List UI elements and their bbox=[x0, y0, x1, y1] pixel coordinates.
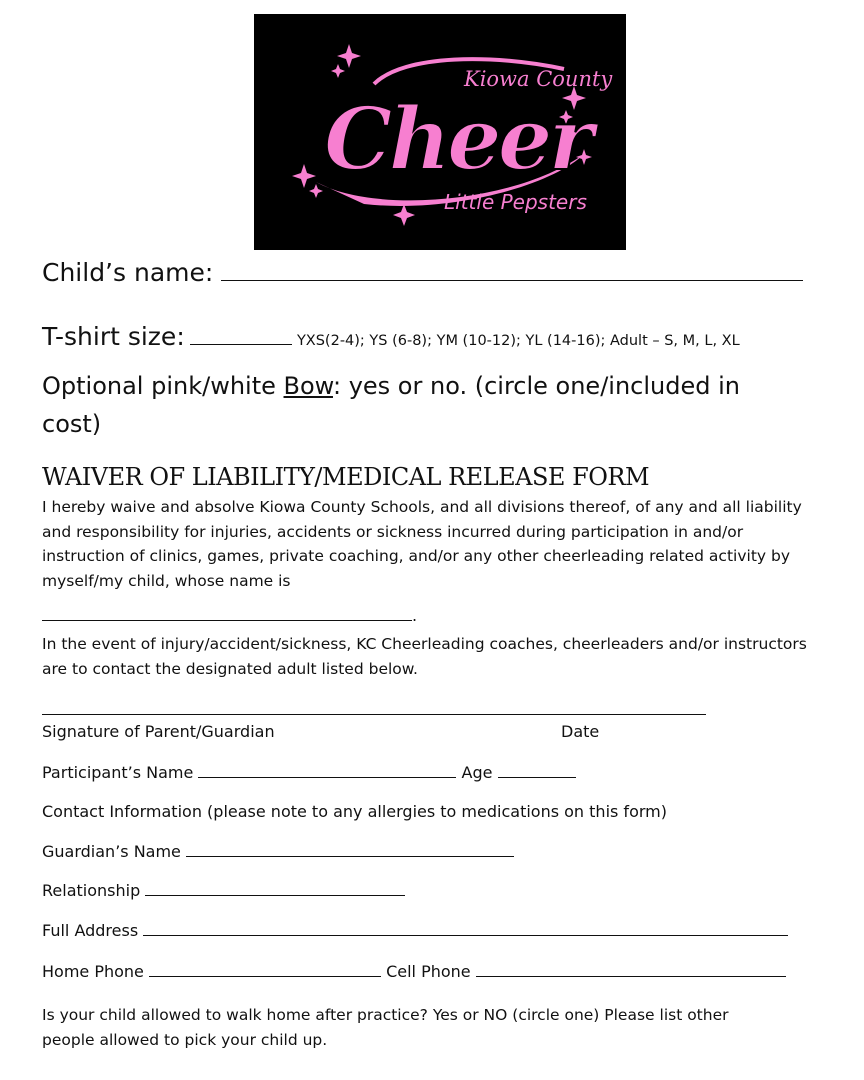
bow-word: Bow bbox=[283, 372, 333, 400]
tshirt-row bbox=[42, 322, 740, 351]
cheer-logo bbox=[254, 14, 626, 250]
logo-main-text: Cheer bbox=[324, 89, 590, 190]
address-field[interactable] bbox=[143, 935, 788, 936]
bow-row bbox=[42, 372, 740, 400]
signature-field[interactable] bbox=[42, 714, 706, 715]
age-field[interactable] bbox=[498, 777, 576, 778]
logo-top-text: Kiowa County bbox=[464, 67, 613, 91]
tshirt-label: T-shirt size: bbox=[42, 322, 185, 351]
logo-bottom-text: Little Pepsters bbox=[444, 190, 587, 214]
relationship-label: Relationship bbox=[42, 881, 141, 900]
walk-home-question: Is your child allowed to walk home after practice? Yes or NO (circle one) Please list other people allowed to pick your child up. bbox=[42, 1006, 729, 1049]
address-label: Full Address bbox=[42, 921, 139, 940]
guardian-label: Guardian’s Name bbox=[42, 842, 181, 861]
waiver-name-row bbox=[42, 606, 417, 625]
contact-paragraph: In the event of injury/accident/sickness, KC Cheerleading coaches, cheerleaders and/or instructors are to contact the designated adult listed below. bbox=[42, 635, 807, 678]
guardian-name-field[interactable] bbox=[186, 856, 514, 857]
phone-row bbox=[42, 962, 786, 981]
waiver-name-period: . bbox=[412, 606, 418, 625]
guardian-row bbox=[42, 842, 514, 861]
childs-name-label: Child’s name: bbox=[42, 258, 214, 287]
cell-phone-field[interactable] bbox=[476, 976, 786, 977]
participant-row bbox=[42, 763, 576, 782]
childs-name-field[interactable] bbox=[221, 280, 803, 281]
participant-label: Participant’s Name bbox=[42, 763, 194, 782]
home-phone-label: Home Phone bbox=[42, 962, 144, 981]
age-label: Age bbox=[461, 763, 493, 782]
waiver-heading: WAIVER OF LIABILITY/MEDICAL RELEASE FORM bbox=[42, 463, 650, 491]
participant-name-field[interactable] bbox=[198, 777, 456, 778]
bow-line2: cost) bbox=[42, 410, 102, 438]
signature-label: Signature of Parent/Guardian bbox=[42, 722, 275, 741]
date-label: Date bbox=[561, 722, 600, 741]
cell-phone-label: Cell Phone bbox=[386, 962, 471, 981]
waiver-name-field[interactable] bbox=[42, 620, 412, 621]
bow-prefix: Optional pink/white bbox=[42, 372, 284, 400]
cheer-logo-graphic bbox=[254, 14, 626, 250]
home-phone-field[interactable] bbox=[149, 976, 381, 977]
contact-info-label: Contact Information (please note to any allergies to medications on this form) bbox=[42, 802, 667, 821]
tshirt-size-field[interactable] bbox=[190, 344, 292, 345]
bow-suffix: : yes or no. (circle one/included in bbox=[332, 372, 740, 400]
childs-name-row bbox=[42, 258, 803, 287]
relationship-field[interactable] bbox=[145, 895, 405, 896]
tshirt-size-options: YXS(2-4); YS (6-8); YM (10-12); YL (14-16); Adult – S, M, L, XL bbox=[296, 333, 740, 349]
relationship-row bbox=[42, 881, 405, 900]
waiver-paragraph: I hereby waive and absolve Kiowa County Schools, and all divisions thereof, of any and all liability and responsibility for injuries, accidents or sickness incurred during participation in and/or instruction of clinics, games, private coaching, and/or any other cheerleading related activity by myself/my child, whose name is bbox=[42, 498, 802, 590]
address-row bbox=[42, 921, 788, 940]
